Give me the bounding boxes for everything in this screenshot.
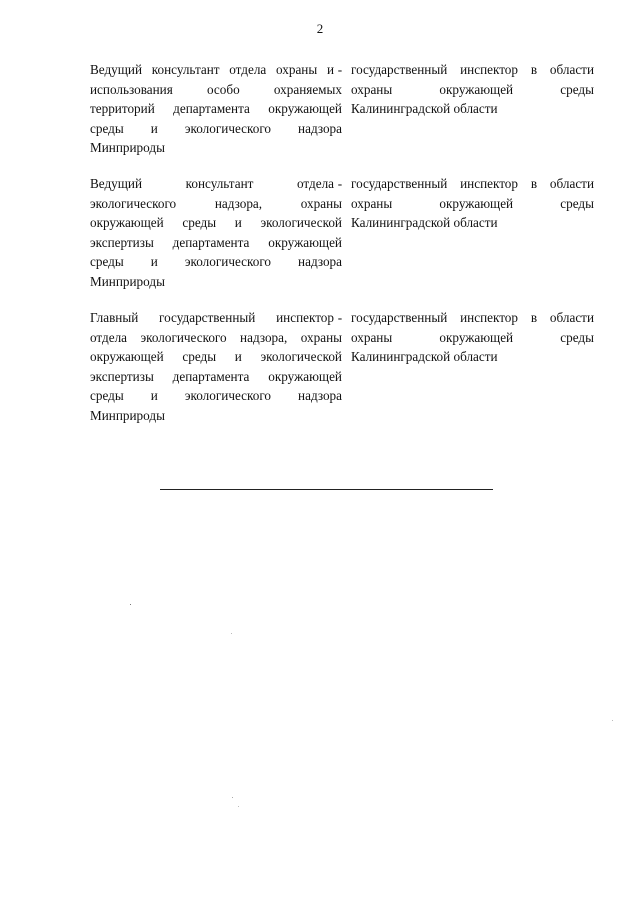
- status-line: охраны окружающей среды: [351, 329, 594, 345]
- position-title-line: окружающей среды и экологической: [90, 215, 342, 230]
- position-title-line: отдела экологического надзора, охраны: [90, 329, 342, 345]
- scan-speck: [232, 797, 233, 798]
- position-title-line: Минприроды: [90, 140, 165, 155]
- position-title-line: Ведущий консультант отдела: [90, 176, 334, 191]
- position-title-line: Главный государственный инспектор: [90, 310, 334, 325]
- dash-separator: -: [337, 310, 343, 325]
- status-line: государственный инспектор в области: [351, 310, 594, 325]
- position-title-line: экологического надзора, охраны: [90, 195, 342, 211]
- position-entry: [0, 60, 640, 190]
- scan-speck: [231, 633, 232, 634]
- dash-separator: -: [337, 62, 343, 77]
- position-title-line: Минприроды: [90, 273, 165, 289]
- status-line: государственный инспектор в области: [351, 176, 594, 191]
- scan-speck: [612, 720, 613, 721]
- page-number: 2: [316, 21, 324, 36]
- position-title-line: территорий департамента окружающей: [90, 101, 342, 116]
- status-line: охраны окружающей среды: [351, 195, 594, 211]
- status-line: Калининградской области: [351, 215, 498, 230]
- status-line: Калининградской области: [351, 349, 498, 364]
- end-of-document-rule: [160, 489, 493, 490]
- scan-speck: [238, 806, 239, 807]
- position-title-line: Ведущий консультант отдела охраны и: [90, 62, 334, 77]
- position-title-line: среды и экологического надзора: [90, 254, 342, 269]
- status-line: охраны окружающей среды: [351, 81, 594, 97]
- status-line: Калининградской области: [351, 101, 498, 116]
- position-title-line: окружающей среды и экологической: [90, 349, 342, 364]
- position-title-line: среды и экологического надзора: [90, 120, 342, 136]
- dash-separator: -: [337, 176, 343, 191]
- position-title-line: Минприроды: [90, 407, 165, 423]
- position-title-line: экспертизы департамента окружающей: [90, 234, 342, 250]
- scan-speck: [130, 604, 131, 605]
- position-entry: [0, 308, 640, 438]
- position-title-line: экспертизы департамента окружающей: [90, 368, 342, 384]
- status-line: государственный инспектор в области: [351, 62, 594, 77]
- position-title-line: использования особо охраняемых: [90, 81, 342, 97]
- position-entry: [0, 174, 640, 304]
- position-title-line: среды и экологического надзора: [90, 388, 342, 403]
